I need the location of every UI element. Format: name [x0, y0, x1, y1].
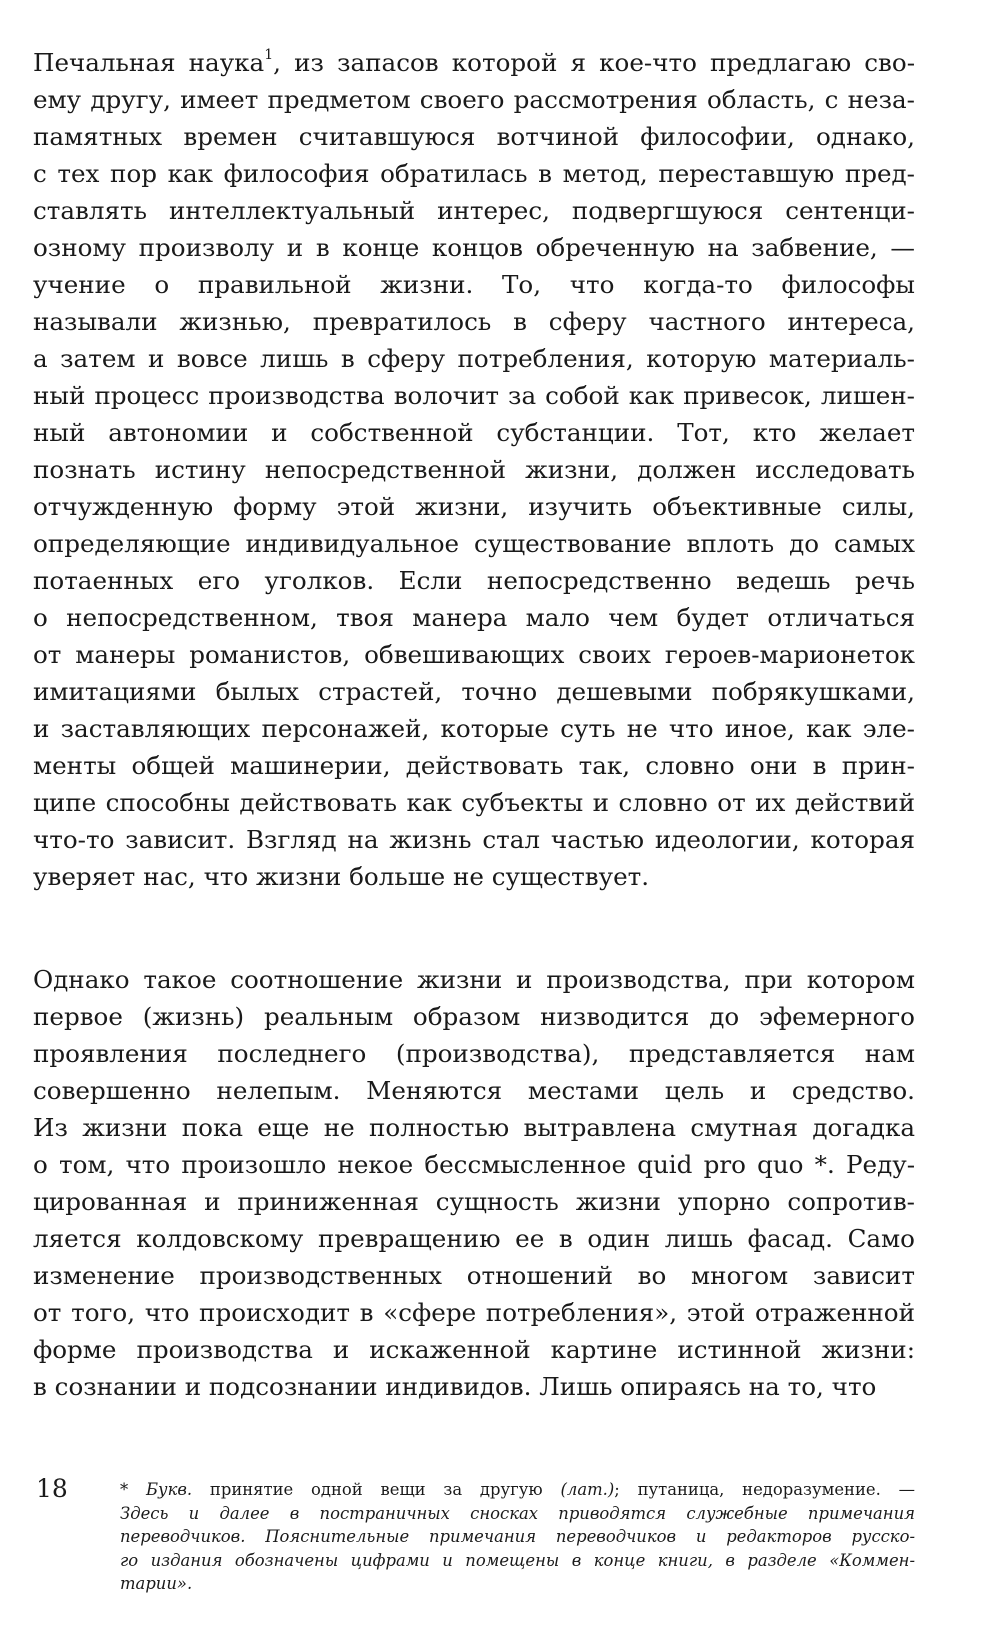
page-number: 18: [36, 1474, 68, 1503]
text-line: имитациями былых страстей, точно дешевыми побрякушками,: [33, 677, 915, 706]
footnote-italic-run: Здесь и далее в постраничных сносках приводятся служебные примечания: [120, 1503, 915, 1523]
text-line: о том, что произошло некое бессмысленное quid pro quo *. Реду-: [33, 1150, 915, 1179]
footnote-italic-run: Букв.: [146, 1480, 193, 1499]
text-line: Из жизни пока еще не полностью вытравлена смутная догадка: [33, 1113, 915, 1142]
footnote-italic-run: переводчиков. Пояснительные примечания переводчиков и редакторов русско-: [120, 1527, 915, 1546]
text-run: Печальная наука: [33, 48, 265, 77]
text-line: от манеры романистов, обвешивающих своих героев-марионеток: [33, 640, 915, 669]
text-line: с тех пор как философия обратилась в метод, переставшую пред-: [33, 159, 915, 188]
text-line: озному произволу и в конце концов обреченную на забвение, —: [33, 233, 915, 262]
footnote-reference: 1: [264, 47, 274, 63]
text-line: а затем и вовсе лишь в сферу потребления, которую материаль-: [33, 344, 915, 373]
text-line: ему другу, имеет предметом своего рассмотрения область, с неза-: [33, 85, 915, 114]
text-line: совершенно нелепым. Меняются местами цель и средство.: [33, 1076, 915, 1105]
text-line: называли жизнью, превратилось в сферу частного интереса,: [33, 307, 915, 336]
text-line: форме производства и искаженной картине истинной жизни:: [33, 1335, 915, 1364]
text-line: изменение производственных отношений во многом зависит: [33, 1261, 915, 1290]
footnote: [120, 1478, 915, 1596]
text-line: ный процесс производства волочит за собой как привесок, лишен-: [33, 381, 915, 410]
text-line: ципе способны действовать как субъекты и словно от их действий: [33, 788, 915, 817]
text-line: менты общей машинерии, действовать так, словно они в прин-: [33, 751, 915, 780]
text-line: первое (жизнь) реальным образом низводится до эфемерного: [33, 1002, 915, 1031]
footnote-italic-run: (лат.): [560, 1480, 615, 1499]
text-line: в сознании и подсознании индивидов. Лишь опираясь на то, что: [33, 1372, 877, 1401]
text-line: что-то зависит. Взгляд на жизнь стал частью идеологии, которая: [33, 825, 915, 854]
text-line: ляется колдовскому превращению ее в один лишь фасад. Само: [33, 1224, 915, 1253]
text-line: определяющие индивидуальное существование вплоть до самых: [33, 529, 915, 558]
footnote-run: принятие одной вещи за другую: [192, 1480, 561, 1499]
text-line: уверяет нас, что жизни больше не существует.: [33, 862, 650, 891]
text-line: ставлять интеллектуальный интерес, подвергшуюся сентенци-: [33, 196, 915, 225]
footnote-italic-run: го издания обозначены цифрами и помещены в конце книги, в разделе «Коммен-: [120, 1550, 915, 1570]
text-line: о непосредственном, твоя манера мало чем будет отличаться: [33, 603, 915, 632]
text-line: цированная и приниженная сущность жизни упорно сопротив-: [33, 1187, 915, 1216]
text-line: Однако такое соотношение жизни и производства, при котором: [33, 965, 915, 994]
text-line: проявления последнего (производства), представляется нам: [33, 1039, 915, 1068]
text-line: познать истину непосредственной жизни, должен исследовать: [33, 455, 915, 484]
text-line: и заставляющих персонажей, которые суть не что иное, как эле-: [33, 714, 915, 743]
text-line: ный автономии и собственной субстанции. Тот, кто желает: [33, 418, 915, 447]
paragraph-1: [33, 44, 915, 895]
footnote-line: [120, 1549, 915, 1573]
footnote-line: [120, 1478, 915, 1502]
text-line: учение о правильной жизни. То, что когда-то философы: [33, 270, 915, 299]
footnote-line: [120, 1525, 915, 1549]
text-line: памятных времен считавшуюся вотчиной философии, однако,: [33, 122, 915, 151]
text-line: [33, 44, 915, 81]
text-line: потаенных его уголков. Если непосредственно ведешь речь: [33, 566, 915, 595]
footnote-run: *: [120, 1480, 147, 1499]
text-line: от того, что происходит в «сфере потребления», этой отраженной: [33, 1298, 915, 1327]
text-line: отчужденную форму этой жизни, изучить объективные силы,: [33, 492, 915, 521]
footnote-line: [120, 1572, 915, 1596]
text-run: , из запасов которой я кое-что предлагаю сво-: [273, 48, 916, 77]
footnote-line: [120, 1502, 915, 1526]
footnote-run: ; путаница, недоразумение. —: [614, 1480, 915, 1499]
footnote-italic-run: тарии».: [120, 1574, 193, 1593]
paragraph-2: [33, 961, 915, 1405]
